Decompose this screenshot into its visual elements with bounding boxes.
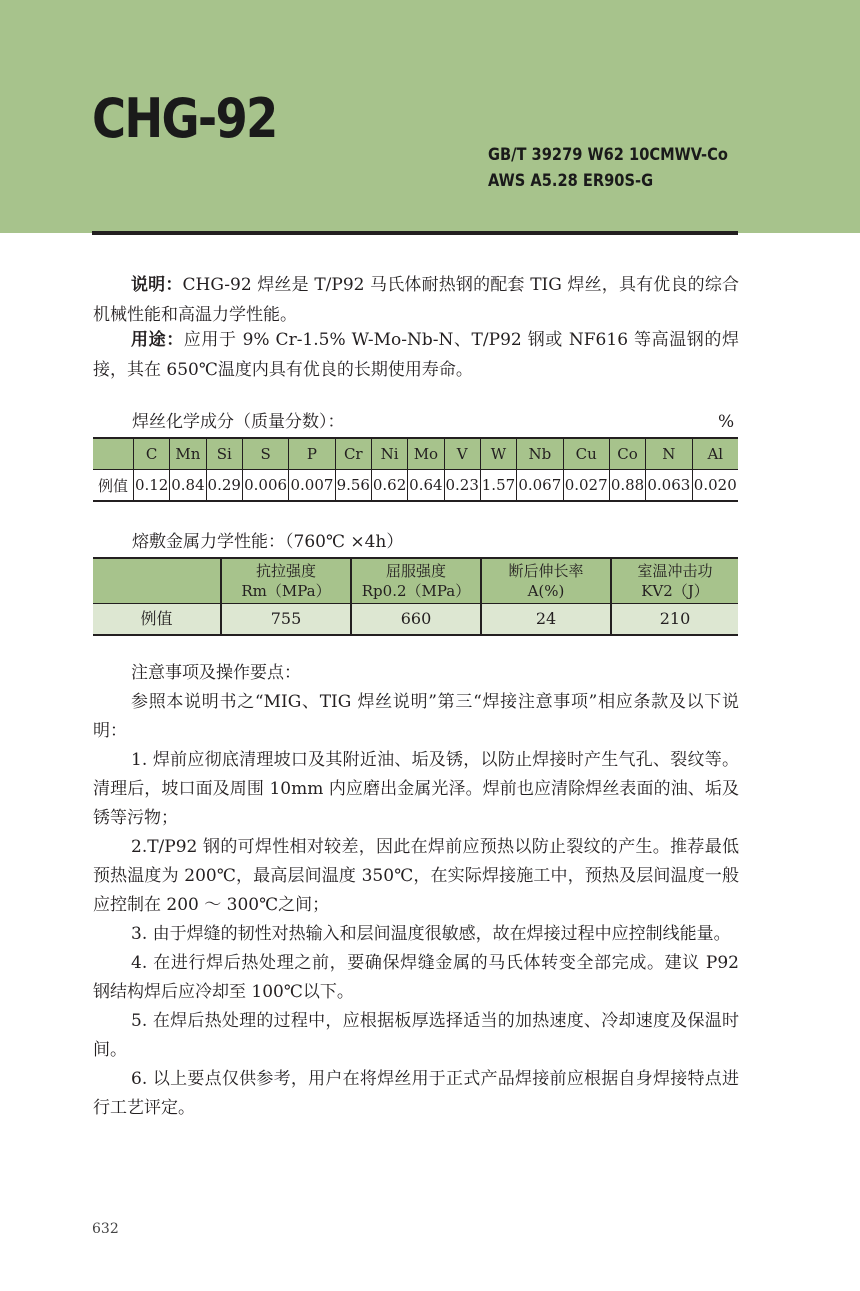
- chem-value-nb: 0.067: [517, 470, 563, 502]
- mech-header-blank: [93, 558, 221, 604]
- chem-value-c: 0.12: [134, 470, 170, 502]
- chem-value-cu: 0.027: [563, 470, 609, 502]
- chem-header-blank: [93, 438, 134, 470]
- mech-header-yield-unit: Rp0.2（MPa）: [361, 582, 471, 600]
- chemistry-title-text: 焊丝化学成分（质量分数）：: [132, 412, 345, 432]
- chem-value-al: 0.020: [692, 470, 738, 502]
- mechanical-title-text: 熔敷金属力学性能：: [132, 532, 285, 552]
- chem-header-v: V: [444, 438, 480, 470]
- chem-header-n: N: [646, 438, 692, 470]
- chem-value-p: 0.007: [289, 470, 335, 502]
- usage-label: 用途：: [131, 330, 184, 350]
- chem-header-s: S: [242, 438, 288, 470]
- chemistry-title: [132, 410, 345, 434]
- mech-header-tensile-name: 抗拉强度: [255, 562, 316, 580]
- chem-header-nb: Nb: [517, 438, 563, 470]
- notes-item-4: 4. 在进行焊后热处理之前，要确保焊缝金属的马氏体转变全部完成。建议 P92 钢结构焊后应冷却至 100℃以下。: [93, 953, 739, 1002]
- standard-gbt: GB/T 39279 W62 10CMWV-Co: [488, 145, 728, 165]
- notes-section: [93, 659, 739, 1123]
- notes-item-1: 1. 焊前应彻底清理坡口及其附近油、垢及锈，以防止焊接时产生气孔、裂纹等。清理后，坡口面及周围 10mm 内应磨出金属光泽。焊前也应清除焊丝表面的油、垢及锈等污物；: [93, 750, 739, 828]
- mechanical-title: [132, 530, 403, 554]
- chem-value-v: 0.23: [444, 470, 480, 502]
- notes-title: 注意事项及操作要点：: [131, 663, 301, 683]
- chem-header-w: W: [480, 438, 516, 470]
- chem-value-w: 1.57: [480, 470, 516, 502]
- mech-header-elongation: [481, 558, 611, 604]
- chem-header-p: P: [289, 438, 335, 470]
- chem-value-s: 0.006: [242, 470, 288, 502]
- mech-header-elongation-unit: A(%): [527, 582, 565, 600]
- mech-header-impact: [611, 558, 738, 604]
- chem-header-mo: Mo: [408, 438, 444, 470]
- chem-header-ni: Ni: [371, 438, 407, 470]
- chem-value-co: 0.88: [609, 470, 645, 502]
- usage-paragraph: [93, 325, 739, 385]
- mech-row-label: 例值: [93, 604, 221, 636]
- chem-header-cr: Cr: [335, 438, 371, 470]
- chem-header-si: Si: [206, 438, 242, 470]
- mech-header-impact-unit: KV2（J）: [641, 582, 709, 600]
- mech-value-tensile: 755: [221, 604, 351, 636]
- mechanical-condition: （760℃ ×4h）: [285, 532, 404, 552]
- chem-value-n: 0.063: [646, 470, 692, 502]
- chem-header-c: C: [134, 438, 170, 470]
- notes-item-5: 5. 在焊后热处理的过程中，应根据板厚选择适当的加热速度、冷却速度及保温时间。: [93, 1011, 739, 1060]
- description-text: CHG-92 焊丝是 T/P92 马氏体耐热钢的配套 TIG 焊丝，具有优良的综合机械性能和高温力学性能。: [93, 275, 739, 325]
- chemistry-unit: %: [718, 412, 735, 432]
- header-rule: [92, 231, 738, 235]
- notes-item-3: 3. 由于焊缝的韧性对热输入和层间温度很敏感，故在焊接过程中应控制线能量。: [131, 924, 731, 944]
- mech-header-tensile: [221, 558, 351, 604]
- description-paragraph: [93, 270, 739, 330]
- mech-value-impact: 210: [611, 604, 738, 636]
- mech-value-yield: 660: [351, 604, 481, 636]
- mech-header-yield: [351, 558, 481, 604]
- mechanical-value-row: [93, 604, 738, 636]
- product-title: CHG-92: [92, 87, 277, 150]
- chem-value-si: 0.29: [206, 470, 242, 502]
- notes-item-2: 2.T/P92 钢的可焊性相对较差，因此在焊前应预热以防止裂纹的产生。推荐最低预热温度为 200℃，最高层间温度 350℃，在实际焊接施工中，预热及层间温度一般应控制在 200 ～ 300℃之间；: [93, 837, 739, 915]
- chem-value-mn: 0.84: [170, 470, 206, 502]
- chem-value-mo: 0.64: [408, 470, 444, 502]
- chem-header-co: Co: [609, 438, 645, 470]
- chemistry-header-row: [93, 438, 738, 470]
- mechanical-table: [93, 557, 738, 636]
- chem-row-label: 例值: [97, 476, 128, 495]
- usage-text: 应用于 9% Cr-1.5% W-Mo-Nb-N、T/P92 钢或 NF616 等高温钢的焊接，其在 650℃温度内具有优良的长期使用寿命。: [93, 330, 739, 380]
- chem-header-cu: Cu: [563, 438, 609, 470]
- mech-header-yield-name: 屈服强度: [385, 562, 446, 580]
- chem-header-al: Al: [692, 438, 738, 470]
- chemistry-value-row: [93, 470, 738, 502]
- notes-intro: 参照本说明书之“MIG、TIG 焊丝说明”第三“焊接注意事项”相应条款及以下说明：: [93, 692, 739, 741]
- chem-value-cr: 9.56: [335, 470, 371, 502]
- mech-header-elongation-name: 断后伸长率: [508, 562, 584, 580]
- mech-value-elongation: 24: [481, 604, 611, 636]
- description-label: 说明：: [131, 275, 183, 295]
- chem-value-ni: 0.62: [371, 470, 407, 502]
- mechanical-header-row: [93, 558, 738, 604]
- standard-aws: AWS A5.28 ER90S-G: [488, 171, 654, 191]
- chemistry-table: [93, 437, 738, 502]
- mech-header-impact-name: 室温冲击功: [637, 562, 713, 580]
- notes-item-6: 6. 以上要点仅供参考，用户在将焊丝用于正式产品焊接前应根据自身焊接特点进行工艺评定。: [93, 1069, 739, 1118]
- mech-header-tensile-unit: Rm（MPa）: [241, 582, 331, 600]
- page-number: 632: [92, 1221, 119, 1237]
- chem-header-mn: Mn: [170, 438, 206, 470]
